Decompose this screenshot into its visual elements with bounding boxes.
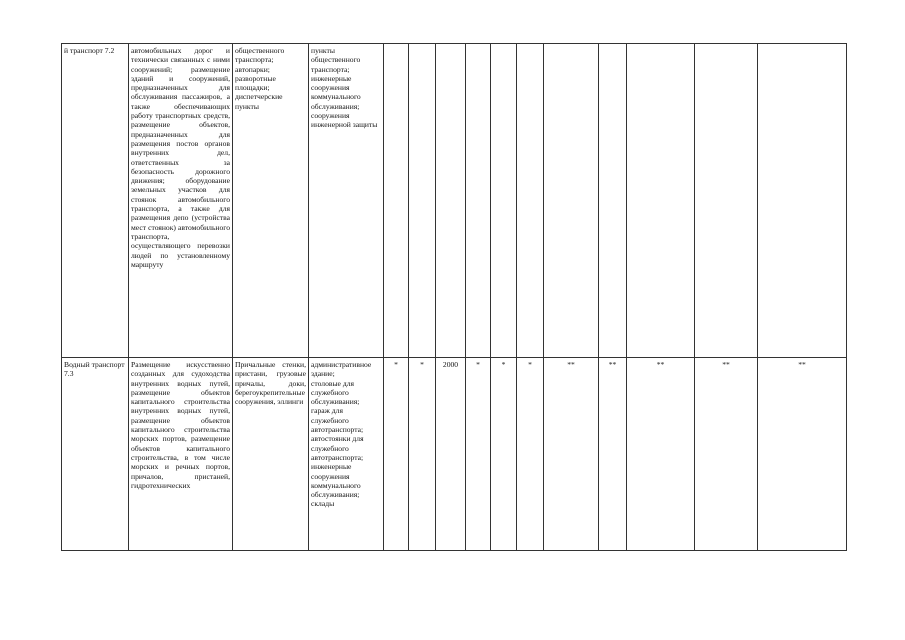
aux-objects-cell	[309, 358, 384, 551]
param-cell	[599, 44, 627, 358]
aux-objects-text: административное здание; столовые для служебного обслуживания; гараж для служебного автотранспорта; автостоянки для служебного автотранспорта; инженерные сооружения коммунального обслуживания; склады	[311, 360, 372, 509]
param-cell	[491, 44, 517, 358]
param-cell: 2000	[436, 358, 466, 551]
param-cell	[695, 44, 758, 358]
description-cell: Размещение искусственно созданных для судоходства внутренних водных путей, размещение объектов капитального строительства внутренних водных путей, размещение объектов капитального строительства морских портов, размещение объектов капитального строительства, в том числе морских и речных портов, причалов, пристаней, гидротехнических	[129, 358, 233, 551]
param-cell	[544, 44, 599, 358]
main-objects-text: общественного транспорта; автопарки; разворотные площадки; диспетчерские пункты	[235, 46, 285, 111]
table-row	[62, 44, 847, 358]
use-type-cell: й транспорт 7.2	[62, 44, 129, 358]
param-cell: **	[599, 358, 627, 551]
main-objects-cell	[233, 44, 309, 358]
main-objects-cell: Причальные стенки, пристани, грузовые причалы, доки, берегоукрепительные сооружения, эллинги	[233, 358, 309, 551]
param-cell: **	[627, 358, 695, 551]
param-cell: **	[695, 358, 758, 551]
param-cell: *	[466, 358, 491, 551]
param-cell	[627, 44, 695, 358]
param-cell: *	[409, 358, 436, 551]
param-cell	[384, 44, 409, 358]
aux-objects-text: пункты общественного транспорта; инженерные сооружения коммунального обслуживания; сооружения инженерной защиты	[311, 46, 378, 130]
param-cell: **	[758, 358, 847, 551]
param-cell	[466, 44, 491, 358]
param-cell	[436, 44, 466, 358]
aux-objects-cell	[309, 44, 384, 358]
param-cell: *	[491, 358, 517, 551]
param-cell	[409, 44, 436, 358]
param-cell: **	[544, 358, 599, 551]
param-cell: *	[517, 358, 544, 551]
param-cell	[517, 44, 544, 358]
regulations-table	[61, 43, 847, 551]
description-cell: автомобильных дорог и технически связанных с ними сооружений; размещение зданий и сооружений, предназначенных для обслуживания пассажиров, а также обеспечивающих работу транспортных средств, размещение объектов, предназначенных для размещения постов органов внутренних дел, ответственных за безопасность дорожного движения; оборудование земельных участков для стоянок автомобильного транспорта, а также для размещения депо (устройства мест стоянок) автомобильного транспорта, осуществляющего перевозки людей по установленному маршруту	[129, 44, 233, 358]
table-row	[62, 358, 847, 551]
param-cell	[758, 44, 847, 358]
use-type-cell: Водный транспорт 7.3	[62, 358, 129, 551]
param-cell: *	[384, 358, 409, 551]
